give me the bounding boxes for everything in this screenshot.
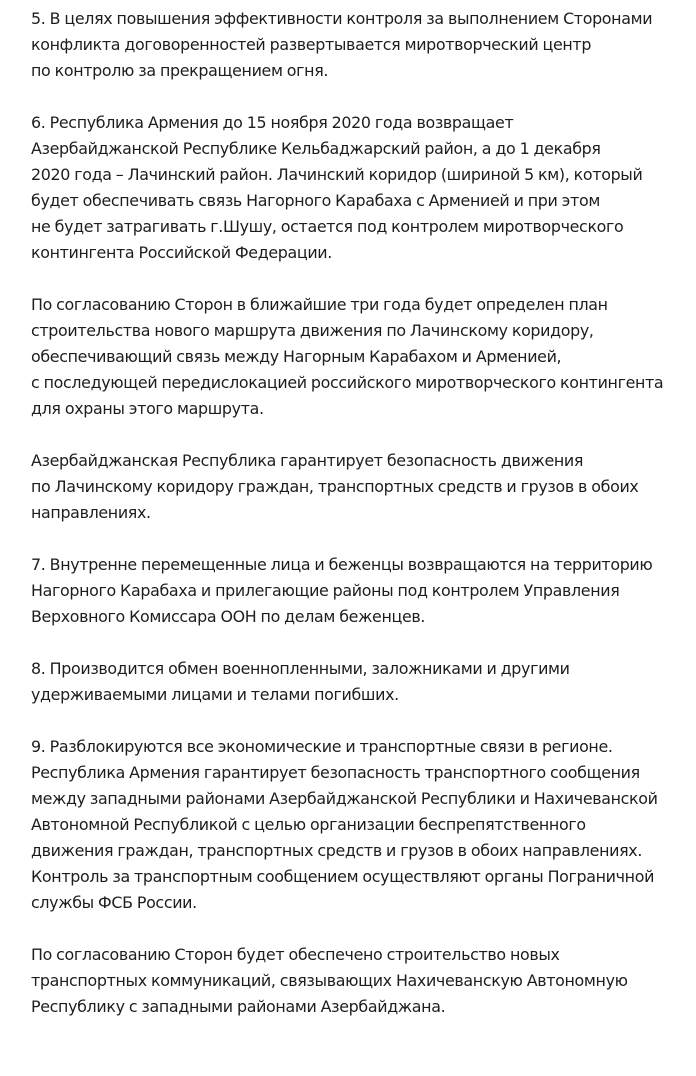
text-line: удерживаемыми лицами и телами погибших. — [31, 685, 399, 704]
paragraph-new-communications — [31, 942, 691, 1020]
text-line: Азербайджанская Республика гарантирует безопасность движения — [31, 451, 584, 470]
text-line: 6. Республика Армения до 15 ноября 2020 года возвращает — [31, 113, 514, 132]
text-line: Автономной Республикой с целью организации беспрепятственного — [31, 815, 586, 834]
paragraph-item-9 — [31, 734, 691, 916]
text-line: для охраны этого маршрута. — [31, 399, 264, 418]
paragraph-item-8 — [31, 656, 691, 708]
text-line: 7. Внутренне перемещенные лица и беженцы возвращаются на территорию — [31, 555, 653, 574]
text-line: конфликта договоренностей развертывается миротворческий центр — [31, 35, 592, 54]
text-line: между западными районами Азербайджанской Республики и Нахичеванской — [31, 789, 658, 808]
text-line: транспортных коммуникаций, связывающих Нахичеванскую Автономную — [31, 971, 628, 990]
document-body — [31, 6, 691, 1046]
text-line: не будет затрагивать г.Шушу, остается под контролем миротворческого — [31, 217, 624, 236]
paragraph-item-6 — [31, 110, 691, 266]
paragraph-route-plan — [31, 292, 691, 422]
text-line: с последующей передислокацией российского миротворческого контингента — [31, 373, 664, 392]
text-line: По согласованию Сторон будет обеспечено строительство новых — [31, 945, 560, 964]
text-line: 9. Разблокируются все экономические и транспортные связи в регионе. — [31, 737, 613, 756]
text-line: по контролю за прекращением огня. — [31, 61, 329, 80]
text-line: 8. Производится обмен военнопленными, заложниками и другими — [31, 659, 570, 678]
text-line: Республику с западными районами Азербайджана. — [31, 997, 446, 1016]
text-line: обеспечивающий связь между Нагорным Карабахом и Арменией, — [31, 347, 562, 366]
text-line: Контроль за транспортным сообщением осуществляют органы Пограничной — [31, 867, 655, 886]
text-line: контингента Российской Федерации. — [31, 243, 332, 262]
text-line: направлениях. — [31, 503, 151, 522]
paragraph-item-5 — [31, 6, 691, 84]
text-line: 2020 года – Лачинский район. Лачинский коридор (шириной 5 км), который — [31, 165, 643, 184]
text-line: будет обеспечивать связь Нагорного Карабаха с Арменией и при этом — [31, 191, 600, 210]
text-line: 5. В целях повышения эффективности контроля за выполнением Сторонами — [31, 9, 653, 28]
text-line: По согласованию Сторон в ближайшие три года будет определен план — [31, 295, 608, 314]
text-line: Верховного Комиссара ООН по делам беженцев. — [31, 607, 426, 626]
paragraph-item-7 — [31, 552, 691, 630]
text-line: Нагорного Карабаха и прилегающие районы под контролем Управления — [31, 581, 620, 600]
text-line: по Лачинскому коридору граждан, транспортных средств и грузов в обоих — [31, 477, 639, 496]
paragraph-safety-guarantee — [31, 448, 691, 526]
text-line: Азербайджанской Республике Кельбаджарский район, а до 1 декабря — [31, 139, 601, 158]
text-line: движения граждан, транспортных средств и грузов в обоих направлениях. — [31, 841, 643, 860]
text-line: службы ФСБ России. — [31, 893, 197, 912]
text-line: строительства нового маршрута движения по Лачинскому коридору, — [31, 321, 594, 340]
text-line: Республика Армения гарантирует безопасность транспортного сообщения — [31, 763, 640, 782]
